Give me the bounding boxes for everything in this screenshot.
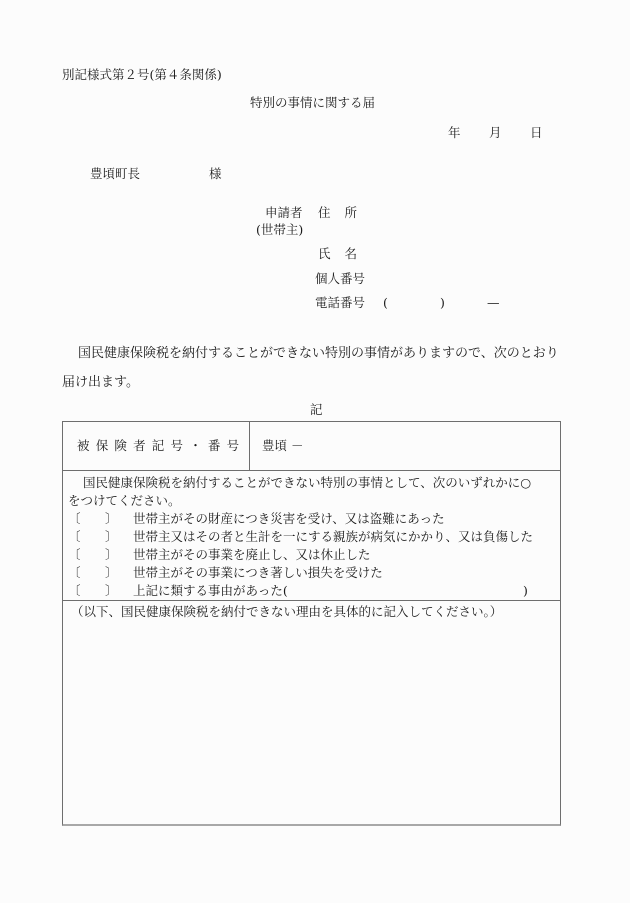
- intro-text-line1: 国民健康保険税を納付することができない特別の事情がありますので、次のとおり: [78, 346, 559, 361]
- bracket-close: 〕: [105, 511, 118, 526]
- bracket-close: 〕: [105, 583, 118, 598]
- reasons-row: [63, 470, 560, 601]
- detail-reason-field[interactable]: [67, 626, 556, 821]
- ki-heading: 記: [310, 402, 323, 417]
- reason-close-paren: ): [523, 583, 528, 598]
- address-label: 住所: [318, 205, 372, 220]
- date-month-label: 月: [489, 125, 502, 140]
- phone-area-close: ): [440, 295, 445, 310]
- reasons-intro-line1: 国民健康保険税を納付することができない特別の事情として、次のいずれかに○: [83, 475, 532, 490]
- form-number: 別記様式第２号(第４条関係): [62, 67, 222, 82]
- reason-text: 上記に類する事由があった(: [133, 583, 288, 598]
- applicant-sub-label: (世帯主): [256, 222, 304, 237]
- insured-number-label: 被保険者記号・番号: [77, 438, 246, 453]
- form-table: [62, 421, 561, 826]
- reason-text: 世帯主がその財産につき災害を受け、又は盗難にあった: [133, 511, 445, 526]
- bracket-close: 〕: [105, 547, 118, 562]
- addressee-name: 豊頃町長: [90, 166, 141, 181]
- reason-text: 世帯主がその事業につき著しい損失を受けた: [133, 565, 383, 580]
- insured-number-row: [63, 422, 560, 471]
- date-day-label: 日: [530, 125, 543, 140]
- document-title: 特別の事情に関する届: [250, 95, 376, 110]
- addressee-suffix: 様: [209, 166, 222, 181]
- applicant-label: 申請者: [265, 205, 303, 220]
- bracket-open: 〔: [68, 511, 81, 526]
- bracket-open: 〔: [68, 529, 81, 544]
- detail-row: [63, 600, 560, 825]
- bracket-close: 〕: [105, 565, 118, 580]
- phone-label: 電話番号: [315, 295, 366, 310]
- my-number-label: 個人番号: [315, 271, 366, 286]
- bracket-close: 〕: [105, 529, 118, 544]
- detail-instruction: （以下、国民健康保険税を納付できない理由を具体的に記入してください。）: [71, 604, 503, 619]
- reason-text: 世帯主又はその者と生計を一にする親族が病気にかかり、又は負傷した: [133, 529, 534, 544]
- name-label: 氏名: [318, 246, 372, 261]
- insured-number-value[interactable]: 豊頃 －: [262, 438, 304, 453]
- bracket-open: 〔: [68, 565, 81, 580]
- phone-area-open: (: [383, 295, 388, 310]
- reason-text: 世帯主がその事業を廃止し、又は休止した: [133, 547, 371, 562]
- intro-text-line2: 届け出ます。: [62, 375, 139, 390]
- column-divider: [249, 422, 250, 470]
- phone-dash: —: [487, 295, 500, 310]
- reasons-intro-line2: をつけてください。: [68, 493, 181, 508]
- bracket-open: 〔: [68, 583, 81, 598]
- bracket-open: 〔: [68, 547, 81, 562]
- date-year-label: 年: [448, 125, 461, 140]
